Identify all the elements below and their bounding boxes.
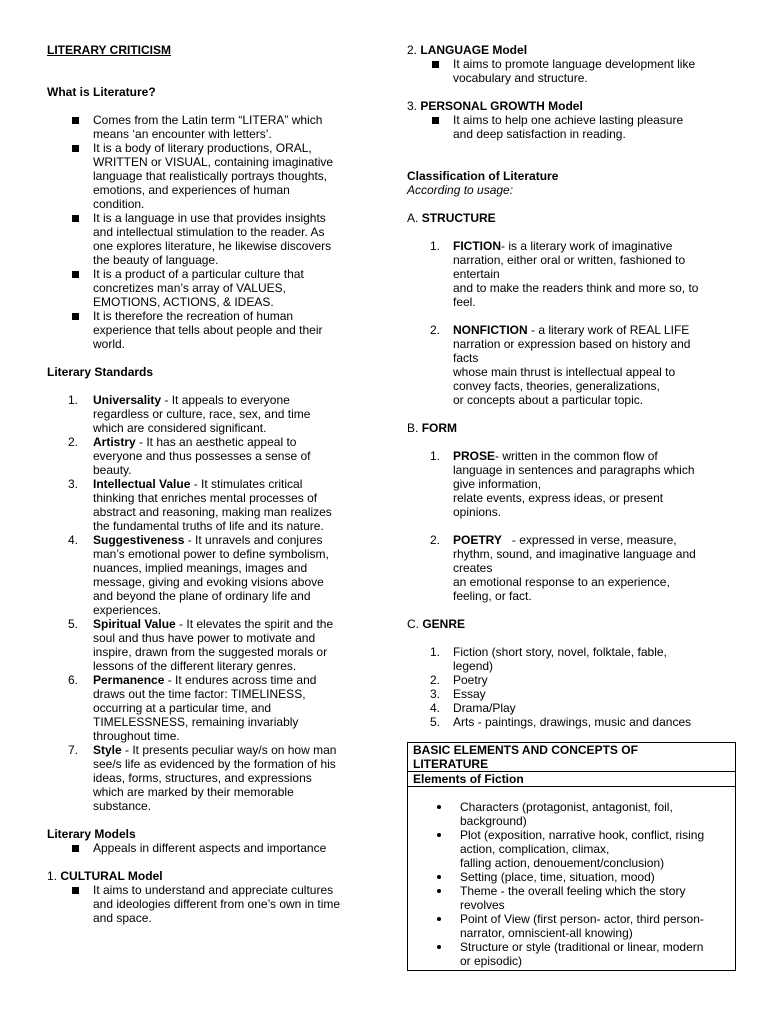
- category-name: STRUCTURE: [421, 211, 496, 225]
- item-number: 1.: [430, 645, 441, 659]
- structure-list: [407, 239, 752, 407]
- item-number: 1.: [430, 239, 441, 253]
- dot-bullet-icon: [437, 875, 441, 879]
- genre-text: Drama/Play: [453, 701, 516, 715]
- genre-text: Essay: [453, 687, 486, 701]
- list-item-text: Theme - the overall feeling which the story revolves: [460, 884, 686, 912]
- standard-description: - It endures across time and draws out the time factor: TIMELINESS, occurring at a particular time, and TIMELESSNESS, remaining invariably throughout time.: [93, 673, 317, 743]
- square-bullet-icon: [72, 845, 79, 852]
- item-number: 3.: [68, 477, 79, 491]
- item-number: 4.: [430, 701, 441, 715]
- list-item-text: Characters (protagonist, antagonist, foil, background): [460, 800, 673, 828]
- genre-text: Arts - paintings, drawings, music and dances: [453, 715, 692, 729]
- standard-term: Permanence: [93, 673, 165, 687]
- model-heading-cultural: [47, 869, 387, 883]
- list-item: [408, 884, 735, 912]
- genre-item: [407, 701, 752, 715]
- category-name: GENRE: [422, 617, 466, 631]
- item-number: 4.: [68, 533, 79, 547]
- list-item-text: Point of View (first person- actor, third person- narrator, omniscient-all knowing): [460, 912, 704, 940]
- item-term: NONFICTION: [453, 323, 528, 337]
- document-title: LITERARY CRITICISM: [47, 43, 172, 57]
- standard-description: - It stimulates critical thinking that enriches mental processes of abstract and reasoning, making man realizes the fundamental truths of life and its nature.: [93, 477, 332, 533]
- list-item: [408, 940, 735, 968]
- list-item: [47, 113, 387, 141]
- list-item: [408, 800, 735, 828]
- model-name: PERSONAL GROWTH Model: [420, 99, 583, 113]
- model-number: 3.: [407, 99, 418, 113]
- item-number: 5.: [68, 617, 79, 631]
- list-item-text: Appeals in different aspects and importance: [93, 841, 327, 855]
- genre-item: [407, 715, 752, 729]
- category-heading-structure: [407, 211, 752, 225]
- item-description: - a literary work of REAL LIFE narration or expression based on history and facts whose main thrust is intellectual appeal to convey facts, theories, generalizations, or concepts about a particular topic.: [453, 323, 691, 407]
- list-item: [408, 870, 735, 884]
- item-number: 2.: [430, 673, 441, 687]
- list-item-text: Setting (place, time, situation, mood): [460, 870, 655, 884]
- list-item-text: Structure or style (traditional or linear, modern or episodic): [460, 940, 704, 968]
- list-item-text: Comes from the Latin term “LITERA” which means ‘an encounter with letters’.: [93, 113, 323, 141]
- standard-item: [47, 617, 387, 673]
- item-number: 2.: [68, 435, 79, 449]
- dot-bullet-icon: [437, 917, 441, 921]
- item-number: 2.: [430, 323, 441, 337]
- category-name: FORM: [421, 421, 458, 435]
- standard-description: - It has an aesthetic appeal to everyone and thus possesses a sense of beauty.: [93, 435, 311, 477]
- dot-bullet-icon: [437, 833, 441, 837]
- table-subheader: Elements of Fiction: [408, 772, 735, 787]
- genre-text: Poetry: [453, 673, 488, 687]
- list-item-text: It is a language in use that provides insights and intellectual stimulation to the reader. As one explores literature, he likewise discovers the beauty of language.: [93, 211, 332, 267]
- item-description: - expressed in verse, measure, rhythm, sound, and imaginative language and creates an emotional response to an experience, feeling, or fact.: [453, 533, 696, 603]
- heading-classification: Classification of Literature: [407, 169, 559, 183]
- list-item: [47, 841, 387, 855]
- model-number: 1.: [47, 869, 58, 883]
- list-item-text: It is therefore the recreation of human experience that tells about people and their world.: [93, 309, 323, 351]
- classification-item: [407, 449, 752, 519]
- item-number: 7.: [68, 743, 79, 757]
- heading-literary-standards: Literary Standards: [47, 365, 154, 379]
- standard-item: [47, 533, 387, 617]
- item-number: 1.: [430, 449, 441, 463]
- what-is-literature-list: [47, 113, 387, 351]
- item-number: 2.: [430, 533, 441, 547]
- list-item: [47, 883, 387, 925]
- left-column: [47, 43, 387, 925]
- square-bullet-icon: [72, 215, 79, 222]
- item-number: 6.: [68, 673, 79, 687]
- item-term: PROSE: [453, 449, 496, 463]
- standard-item: [47, 393, 387, 435]
- standard-term: Spiritual Value: [93, 617, 176, 631]
- standard-term: Style: [93, 743, 122, 757]
- list-item: [47, 309, 387, 351]
- genre-item: [407, 673, 752, 687]
- item-number: 3.: [430, 687, 441, 701]
- table-body: [408, 787, 735, 968]
- model-name: CULTURAL Model: [60, 869, 163, 883]
- dot-bullet-icon: [437, 805, 441, 809]
- list-item-text: It is a product of a particular culture that concretizes man’s array of VALUES, EMOTIONS, ACTIONS, & IDEAS.: [93, 267, 304, 309]
- standard-term: Intellectual Value: [93, 477, 191, 491]
- heading-literary-models: Literary Models: [47, 827, 136, 841]
- dot-bullet-icon: [437, 889, 441, 893]
- heading-what-is-literature: What is Literature?: [47, 85, 156, 99]
- category-heading-genre: [407, 617, 752, 631]
- genre-list: [407, 645, 752, 729]
- list-item-text: Plot (exposition, narrative hook, conflict, rising action, complication, climax, falling action, denouement/conclusion): [460, 828, 705, 870]
- category-letter: B.: [407, 421, 419, 435]
- list-item: [408, 912, 735, 940]
- standard-description: - It presents peculiar way/s on how man see/s life as evidenced by the formation of his ideas, forms, structures, and expressions which are marked by their memorable substance.: [93, 743, 337, 813]
- list-item-text: It aims to promote language development like vocabulary and structure.: [453, 57, 696, 85]
- standard-item: [47, 673, 387, 743]
- model-heading-language: [407, 43, 752, 57]
- square-bullet-icon: [72, 117, 79, 124]
- standard-item: [47, 435, 387, 477]
- standard-description: - It appeals to everyone regardless or culture, race, sex, and time which are considered significant.: [93, 393, 311, 435]
- category-letter: C.: [407, 617, 419, 631]
- classification-item: [407, 533, 752, 603]
- category-letter: A.: [407, 211, 419, 225]
- square-bullet-icon: [72, 145, 79, 152]
- dot-bullet-icon: [437, 945, 441, 949]
- elements-of-fiction-table: [407, 742, 736, 971]
- subheading-according-to-usage: According to usage:: [407, 183, 514, 197]
- standard-item: [47, 743, 387, 813]
- classification-item: [407, 239, 752, 309]
- standard-term: Suggestiveness: [93, 533, 185, 547]
- list-item-text: It is a body of literary productions, ORAL, WRITTEN or VISUAL, containing imaginative language that realistically portrays thoughts, emotions, and experiences of human condition.: [93, 141, 334, 211]
- genre-item: [407, 645, 752, 673]
- standard-term: Universality: [93, 393, 162, 407]
- category-heading-form: [407, 421, 752, 435]
- form-list: [407, 449, 752, 603]
- genre-item: [407, 687, 752, 701]
- list-item: [407, 113, 752, 141]
- standard-term: Artistry: [93, 435, 136, 449]
- genre-text: Fiction (short story, novel, folktale, fable, legend): [453, 645, 667, 673]
- square-bullet-icon: [72, 271, 79, 278]
- right-column: [407, 43, 752, 729]
- item-description: - is a literary work of imaginative narration, either oral or written, fashioned to entertain and to make the readers think and more so, to feel.: [453, 239, 699, 309]
- item-term: POETRY: [453, 533, 502, 547]
- square-bullet-icon: [72, 887, 79, 894]
- standard-description: - It unravels and conjures man’s emotional power to define symbolism, nuances, implied meanings, images and message, giving and evoking visions above and beyond the plane of ordinary life and experiences.: [93, 533, 329, 617]
- list-item: [47, 267, 387, 309]
- list-item: [47, 211, 387, 267]
- item-number: 5.: [430, 715, 441, 729]
- literary-standards-list: [47, 393, 387, 813]
- item-term: FICTION: [453, 239, 501, 253]
- model-heading-personal-growth: [407, 99, 752, 113]
- model-name: LANGUAGE Model: [420, 43, 528, 57]
- square-bullet-icon: [432, 61, 439, 68]
- table-header: BASIC ELEMENTS AND CONCEPTS OF LITERATURE: [408, 743, 735, 772]
- item-description: - written in the common flow of language in sentences and paragraphs which give information, relate events, express ideas, or present opinions.: [453, 449, 695, 519]
- square-bullet-icon: [432, 117, 439, 124]
- item-number: 1.: [68, 393, 79, 407]
- classification-item: [407, 323, 752, 407]
- standard-item: [47, 477, 387, 533]
- list-item: [407, 57, 752, 85]
- standard-description: - It elevates the spirit and the soul and thus have power to motivate and inspire, drawn from the suggested morals or lessons of the different literary genres.: [93, 617, 334, 673]
- model-number: 2.: [407, 43, 418, 57]
- square-bullet-icon: [72, 313, 79, 320]
- list-item-text: It aims to understand and appreciate cultures and ideologies different from one’s own in time and space.: [93, 883, 341, 925]
- list-item: [408, 828, 735, 870]
- list-item-text: It aims to help one achieve lasting pleasure and deep satisfaction in reading.: [453, 113, 684, 141]
- list-item: [47, 141, 387, 211]
